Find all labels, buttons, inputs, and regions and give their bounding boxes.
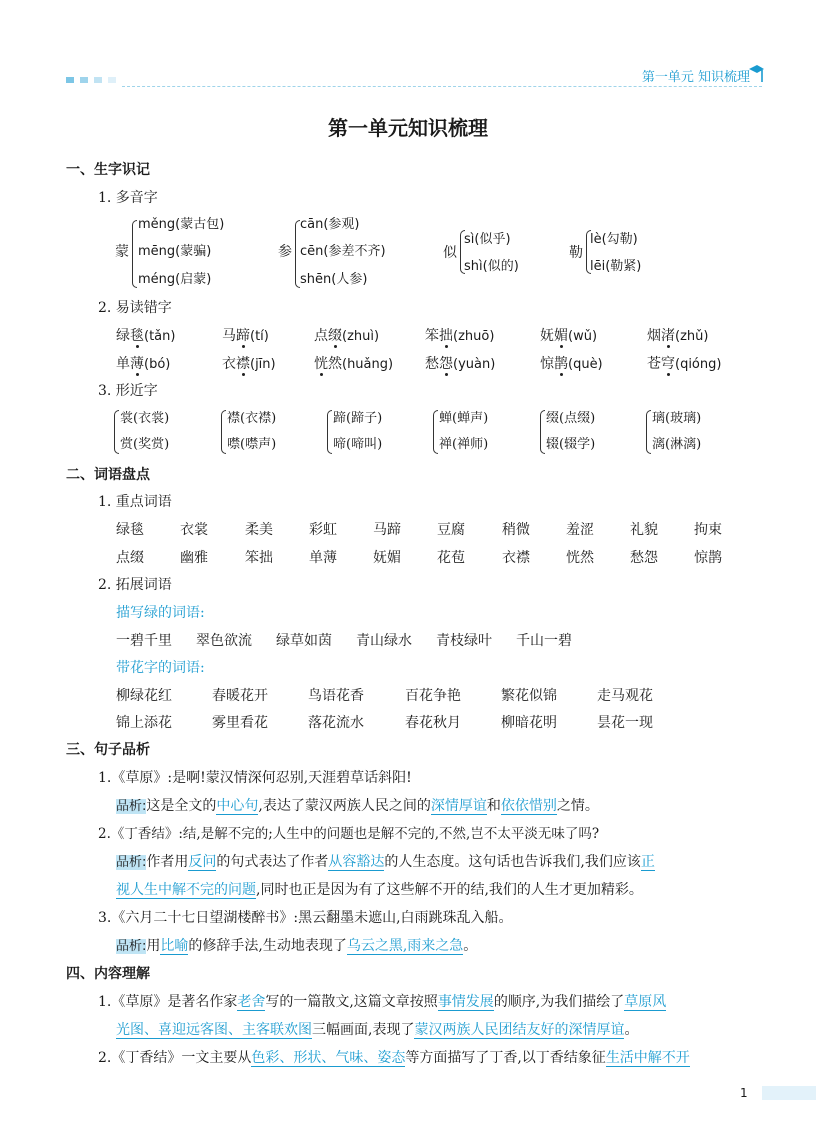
section-heading: 一、生字识记 <box>66 162 150 178</box>
word: 雾里看花 <box>212 715 268 731</box>
misread-item: 单薄(bó) <box>116 356 171 372</box>
word: 衣襟 <box>502 550 530 566</box>
header-square-4 <box>108 77 116 83</box>
similar-item: 蝉(蝉声) <box>439 411 489 426</box>
misread-item: 妩媚(wǔ) <box>540 328 598 344</box>
page-title: 第一单元知识梳理 <box>328 116 488 140</box>
brace <box>646 410 651 454</box>
section-heading: 四、内容理解 <box>66 966 150 982</box>
word: 妩媚 <box>373 550 401 566</box>
analysis: 品析:作者用反问的句式表达了作者从容豁达的人生态度。这句话也告诉我们,我们应该正 <box>116 854 655 870</box>
word: 柳绿花红 <box>116 688 172 704</box>
polyphone-char: 勒 <box>569 245 583 261</box>
comprehension-line: 1.《草原》是著名作家老舍写的一篇散文,这篇文章按照事情发展的顺序,为我们描绘了草原风 <box>98 994 667 1010</box>
word: 绿毯 <box>116 522 144 538</box>
word: 走马观花 <box>597 688 653 704</box>
analysis: 品析:这是全文的中心句,表达了蒙汉两族人民之间的深情厚谊和依依惜别之情。 <box>116 798 599 814</box>
polyphone-char: 参 <box>278 244 292 260</box>
word: 柳暗花明 <box>501 715 557 731</box>
page-number: 1 <box>740 1086 748 1100</box>
reading: cān(参观) <box>300 217 360 232</box>
sentence: 3.《六月二十七日望湖楼醉书》:黑云翻墨未遮山,白雨跳珠乱入船。 <box>98 910 513 926</box>
word: 单薄 <box>309 550 337 566</box>
word: 恍然 <box>566 550 594 566</box>
similar-item: 漓(淋漓) <box>652 437 702 452</box>
header-square-1 <box>66 77 74 83</box>
analysis-label: 品析: <box>116 799 147 814</box>
analysis-label: 品析: <box>116 855 147 870</box>
similar-item: 禅(禅师) <box>439 437 489 452</box>
similar-item: 缀(点缀) <box>546 411 596 426</box>
word: 繁花似锦 <box>501 688 557 704</box>
word: 笨拙 <box>245 550 273 566</box>
reading: méng(启蒙) <box>138 272 212 287</box>
graduation-cap-icon <box>748 62 764 84</box>
reading: lè(勾勒) <box>590 232 638 247</box>
brace <box>221 410 226 454</box>
word: 一碧千里 <box>116 633 172 649</box>
polyphone-char: 似 <box>443 245 457 261</box>
word: 彩虹 <box>309 522 337 538</box>
word: 百花争艳 <box>405 688 461 704</box>
word: 春花秋月 <box>405 715 461 731</box>
green-words-label: 描写绿的词语: <box>116 605 205 621</box>
word: 愁怨 <box>630 550 658 566</box>
reading: měng(蒙古包) <box>138 217 225 232</box>
similar-item: 赏(奖赏) <box>120 437 170 452</box>
analysis-label: 品析: <box>116 939 147 954</box>
word: 锦上添花 <box>116 715 172 731</box>
page-header <box>0 0 816 100</box>
misread-item: 衣襟(jīn) <box>222 356 276 372</box>
similar-item: 襟(衣襟) <box>227 411 277 426</box>
word: 稍微 <box>502 522 530 538</box>
header-square-2 <box>80 77 88 83</box>
word: 拘束 <box>694 522 722 538</box>
reading: shì(似的) <box>464 259 519 274</box>
brace <box>540 410 545 454</box>
extended-words-heading: 2. 拓展词语 <box>98 577 172 593</box>
misread-item: 苍穹(qióng) <box>647 356 722 372</box>
misread-item: 恍然(huǎng) <box>314 356 394 372</box>
word: 羞涩 <box>566 522 594 538</box>
brace <box>114 410 119 454</box>
page-number-bar <box>762 1086 816 1100</box>
section-heading: 三、句子品析 <box>66 742 150 758</box>
word: 翠色欲流 <box>196 633 252 649</box>
word: 昙花一现 <box>597 715 653 731</box>
brace <box>327 410 332 454</box>
misread-item: 马蹄(tí) <box>222 328 269 344</box>
similar-item: 裳(衣裳) <box>120 411 170 426</box>
word: 落花流水 <box>308 715 364 731</box>
word: 千山一碧 <box>516 633 572 649</box>
reading: shēn(人参) <box>300 272 368 287</box>
brace <box>433 410 438 454</box>
key-words-heading: 1. 重点词语 <box>98 494 172 510</box>
polyphones-heading: 1. 多音字 <box>98 190 158 206</box>
misread-item: 烟渚(zhǔ) <box>647 328 709 344</box>
word: 绿草如茵 <box>276 633 332 649</box>
misread-item: 笨拙(zhuō) <box>425 328 495 344</box>
polyphone-char: 蒙 <box>115 244 129 260</box>
comprehension-line: 光图、喜迎远客图、主客联欢图三幅画面,表现了蒙汉两族人民团结友好的深情厚谊。 <box>116 1022 639 1038</box>
sentence: 2.《丁香结》:结,是解不完的;人生中的问题也是解不完的,不然,岂不太平淡无味了吗? <box>98 826 600 842</box>
misread-item: 点缀(zhuì) <box>314 328 380 344</box>
word: 青山绿水 <box>356 633 412 649</box>
sentence: 1.《草原》:是啊!蒙汉情深何忍别,天涯碧草话斜阳! <box>98 770 412 786</box>
word: 点缀 <box>116 550 144 566</box>
word: 马蹄 <box>373 522 401 538</box>
word: 豆腐 <box>437 522 465 538</box>
word: 花苞 <box>437 550 465 566</box>
reading: lēi(勒紧) <box>590 259 642 274</box>
misread-item: 惊鹊(què) <box>540 356 603 372</box>
reading: mēng(蒙骗) <box>138 244 212 259</box>
flower-words-label: 带花字的词语: <box>116 660 205 676</box>
word: 柔美 <box>245 522 273 538</box>
similar-item: 辍(辍学) <box>546 437 596 452</box>
word: 春暖花开 <box>212 688 268 704</box>
similar-item: 啼(啼叫) <box>333 437 383 452</box>
similar-heading: 3. 形近字 <box>98 383 158 399</box>
word: 鸟语花香 <box>308 688 364 704</box>
misread-heading: 2. 易读错字 <box>98 300 172 316</box>
similar-item: 璃(玻璃) <box>652 411 702 426</box>
similar-item: 噤(噤声) <box>227 437 277 452</box>
comprehension-line: 2.《丁香结》一文主要从色彩、形状、气味、姿态等方面描写了丁香,以丁香结象征生活中解不开 <box>98 1050 690 1066</box>
reading: sì(似乎) <box>464 232 511 247</box>
header-unit-tag: 第一单元 知识梳理 <box>641 70 750 85</box>
misread-item: 绿毯(tǎn) <box>116 328 176 344</box>
word: 幽雅 <box>180 550 208 566</box>
word: 衣裳 <box>180 522 208 538</box>
word: 青枝绿叶 <box>436 633 492 649</box>
section-heading: 二、词语盘点 <box>66 467 150 483</box>
analysis-continued: 视人生中解不完的问题,同时也正是因为有了这些解不开的结,我们的人生才更加精彩。 <box>116 882 643 898</box>
header-square-3 <box>94 77 102 83</box>
misread-item: 愁怨(yuàn) <box>425 356 496 372</box>
analysis: 品析:用比喻的修辞手法,生动地表现了乌云之黑,雨来之急。 <box>116 938 478 954</box>
similar-item: 蹄(蹄子) <box>333 411 383 426</box>
word: 礼貌 <box>630 522 658 538</box>
reading: cēn(参差不齐) <box>300 244 386 259</box>
word: 惊鹊 <box>694 550 722 566</box>
header-divider <box>122 86 762 87</box>
brace <box>132 220 137 288</box>
